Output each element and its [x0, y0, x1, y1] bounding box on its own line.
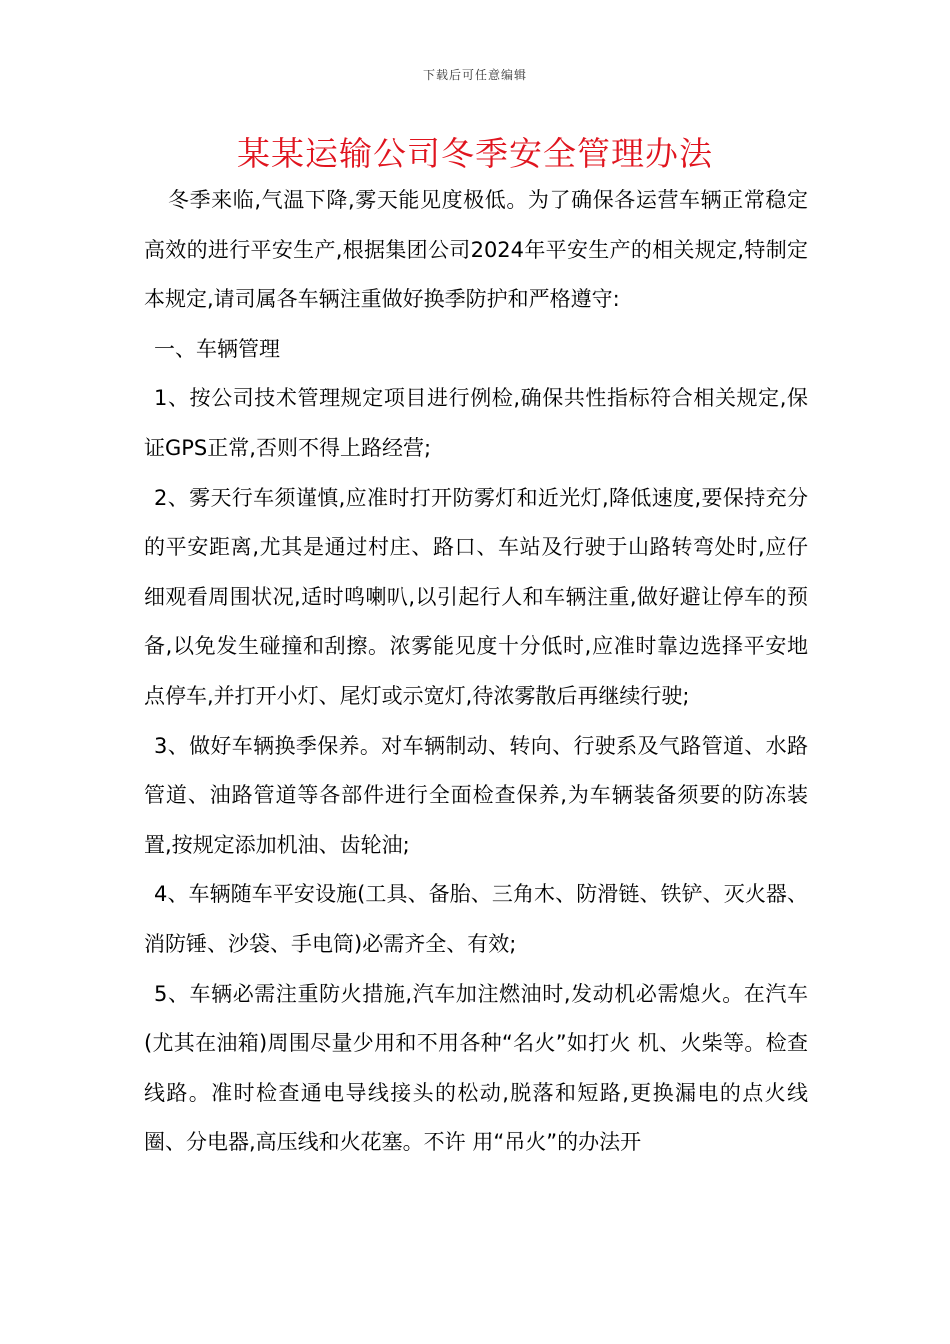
list-item: 5、车辆必需注重防火措施,汽车加注燃油时,发动机必需熄火。在汽车(尤其在油箱)周围尽量少用和不用各种“名火”如打火 机、火柴等。检查线路。准时检查通电导线接头的松动,脱落和短路,更换漏电的点火线圈、分电器,高压线和火花塞。不许 用“吊火”的办法开	[144, 981, 808, 1155]
header-note: 下载后可任意编辑	[422, 68, 527, 82]
intro-paragraph: 冬季来临,气温下降,雾天能见度极低。为了确保各运营车辆正常稳定高效的进行平安生产,根据集团公司2024年平安生产的相关规定,特制定本规定,请司属各车辆注重做好换季防护和严格遵守:	[144, 188, 808, 312]
list-item: 1、按公司技术管理规定项目进行例检,确保共性指标符合相关规定,保证GPS正常,否则不得上路经营;	[144, 386, 808, 460]
document-body	[144, 176, 808, 1168]
list-item: 3、做好车辆换季保养。对车辆制动、转向、行驶系及气路管道、水路管道、油路管道等各部件进行全面检查保养,为车辆装备须要的防冻装置,按规定添加机油、齿轮油;	[144, 733, 808, 857]
list-item: 4、车辆随车平安设施(工具、备胎、三角木、防滑链、铁铲、灭火器、消防锤、沙袋、手电筒)必需齐全、有效;	[144, 882, 808, 956]
list-item: 2、雾天行车须谨慎,应准时打开防雾灯和近光灯,降低速度,要保持充分的平安距离,尤其是通过村庄、路口、车站及行驶于山路转弯处时,应仔细观看周围状况,适时鸣喇叭,以引起行人和车辆注重,做好避让停车的预备,以免发生碰撞和刮擦。浓雾能见度十分低时,应准时靠边选择平安地点停车,并打开小灯、尾灯或示宽灯,待浓雾散后再继续行驶;	[144, 485, 808, 708]
section-heading-vehicle-management: 一、车辆管理	[154, 336, 280, 361]
document-title: 某某运输公司冬季安全管理办法	[237, 134, 713, 173]
